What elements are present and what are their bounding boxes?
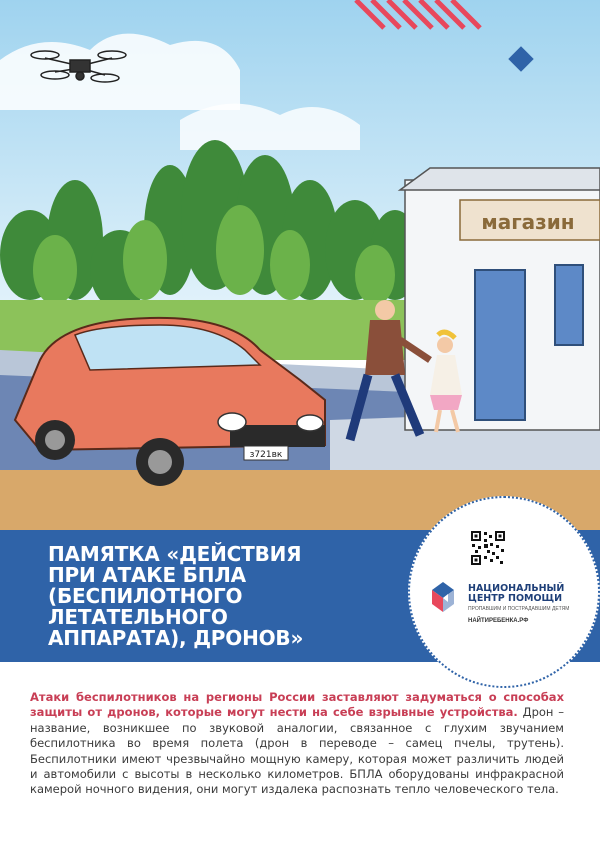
organization-name — [468, 584, 592, 604]
organization-name-line: НАЦИОНАЛЬНЫЙ — [468, 583, 565, 594]
organization-website: НАЙТИРЕБЕНКА.РФ — [468, 618, 529, 624]
lead-paragraph: Атаки беспилотников на регионы России заставляют задуматься о способах защиты от дронов, которые могут нести на себе взрывные устройства. — [30, 690, 564, 720]
page-title — [48, 544, 348, 649]
organization-logo-icon — [424, 580, 462, 616]
title-line: (БЕСПИЛОТНОГО — [48, 584, 243, 608]
shop-icon — [400, 168, 600, 430]
title-line: ПРИ АТАКЕ БПЛА — [48, 563, 246, 587]
qr-code-icon — [470, 530, 506, 566]
title-line: АППАРАТА), ДРОНОВ» — [48, 626, 304, 650]
title-line: ПАМЯТКА «ДЕЙСТВИЯ — [48, 542, 302, 566]
body-paragraph: Дрон – название, возникшее по звуковой аналогии, связанное с глухим звучанием беспилотника во время полета (дрон в переводе – самец пчелы, трутень). Беспилотники имеют чрезвычайно мощную камеру, которая может различить людей и автомобили с высоты в несколько километров. БПЛА оборудованы инфракрасной камерой ночного видения, они могут издалека распознать тепло человеческого тела. — [30, 705, 565, 797]
body-text — [30, 690, 564, 798]
organization-name-line: ЦЕНТР ПОМОЩИ — [468, 593, 563, 604]
title-line: ЛЕТАТЕЛЬНОГО — [48, 605, 228, 629]
license-plate: з721вк — [249, 450, 283, 460]
organization-subtitle: ПРОПАВШИМ И ПОСТРАДАВШИМ ДЕТЯМ — [468, 606, 570, 612]
shop-sign: магазин — [481, 210, 575, 234]
